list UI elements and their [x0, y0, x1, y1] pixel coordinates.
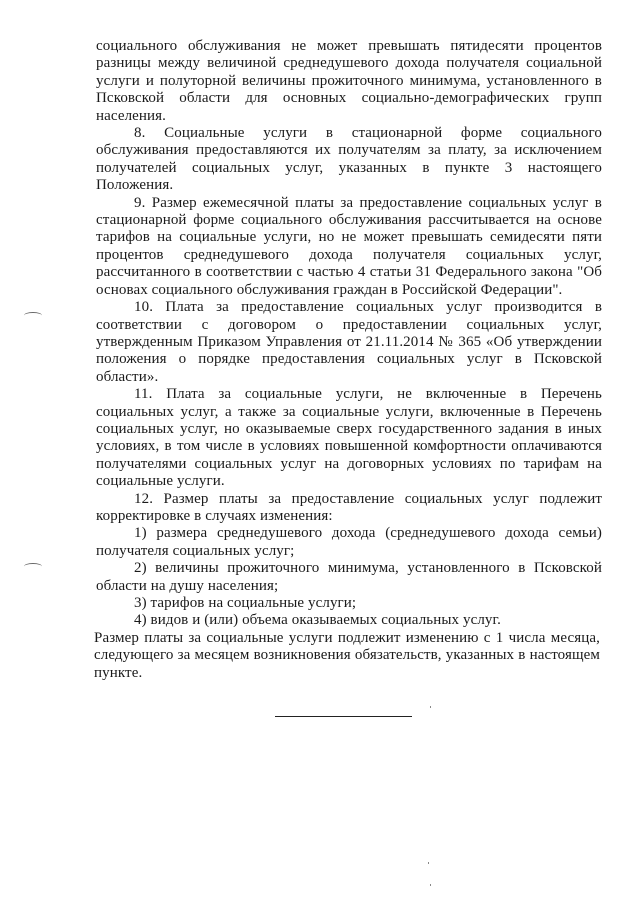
- list-item-4: 4) видов и (или) объема оказываемых социальных услуг.: [134, 612, 501, 629]
- paragraph-closing: Размер платы за социальные услуги подлежит изменению с 1 числа месяца, следующего за месяцем возникновения обязательств, указанных в настоящем пункте.: [94, 629, 600, 681]
- scan-speck: [430, 706, 431, 708]
- document-body: [96, 38, 602, 682]
- paragraph-12: 12. Размер платы за предоставление социальных услуг подлежит корректировке в случаях изменения:: [96, 490, 602, 524]
- paragraph-9: 9. Размер ежемесячной платы за предоставление социальных услуг в стационарной форме социального обслуживания рассчитывается на основе тарифов на социальные услуги, но не может превышать семидесяти пяти процентов среднедушевого дохода получателя социальных услуг, рассчитанного в соответствии с частью 4 статьи 31 Федерального закона "Об основах социального обслуживания граждан в Российской Федерации".: [96, 194, 602, 298]
- paragraph-intro: социального обслуживания не может превышать пятидесяти процентов разницы между величиной среднедушевого дохода получателя социальной услуги и полуторной величины прожиточного минимума, установленного в Псковской области для основных социально-демографических групп населения.: [96, 38, 602, 124]
- list-item-2: 2) величины прожиточного минимума, установленного в Псковской области на душу населения;: [96, 560, 602, 594]
- paragraph-8: 8. Социальные услуги в стационарной форме социального обслуживания предоставляются их получателям за плату, за исключением получателей социальных услуг, указанных в пункте 3 настоящего Положения.: [96, 125, 602, 194]
- paragraph-11: 11. Плата за социальные услуги, не включенные в Перечень социальных услуг, а также за социальные услуги, включенные в Перечень социальных услуг, но оказываемые сверх государственного задания в иных условиях, в том числе в условиях повышенной комфортности оплачиваются получателями социальных услуг на договорных условиях по тарифам на социальные услуги.: [96, 386, 602, 490]
- paragraph-10: 10. Плата за предоставление социальных услуг производится в соответствии с договором о предоставлении социальных услуг, утвержденным Приказом Управления от 21.11.2014 № 365 «Об утверждении положения о порядке предоставления социальных услуг в Псковской области».: [96, 299, 602, 385]
- scan-speck: [428, 862, 429, 864]
- scan-speck: [430, 884, 431, 886]
- end-divider-line: [275, 716, 412, 717]
- binder-hole-mark-top: [24, 312, 42, 319]
- list-item-1: 1) размера среднедушевого дохода (среднедушевого дохода семьи) получателя социальных услуг;: [96, 525, 602, 559]
- list-item-3: 3) тарифов на социальные услуги;: [134, 595, 357, 611]
- binder-hole-mark-bottom: [24, 563, 42, 570]
